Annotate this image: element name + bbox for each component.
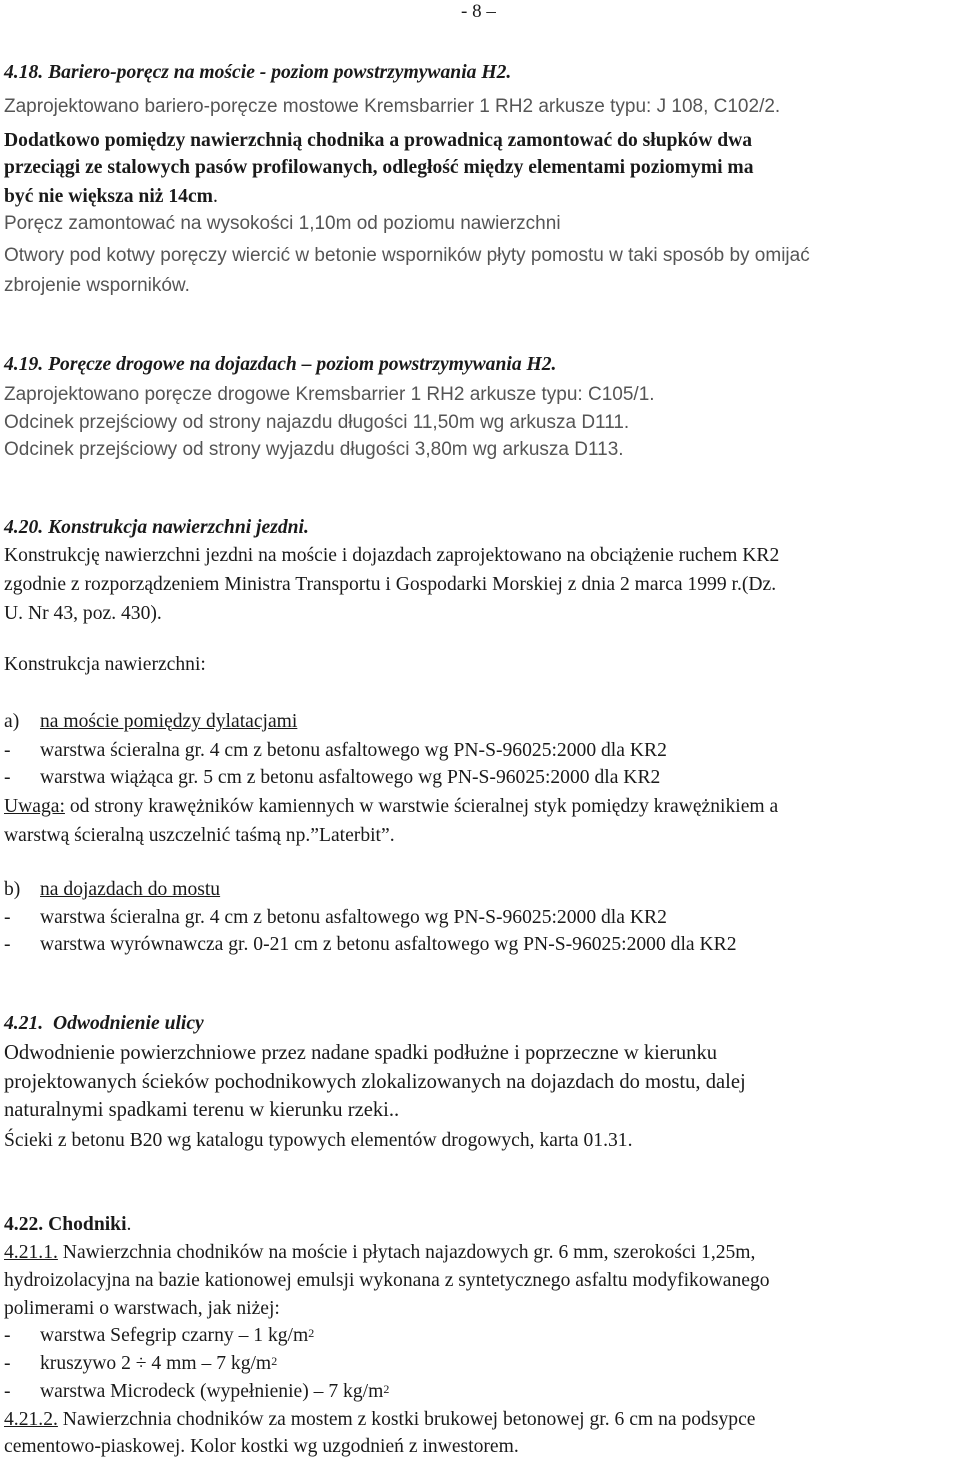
item-b-layer-1 xyxy=(4,905,667,931)
paragraph-4212-line-2: cementowo-piaskowej. Kolor kostki wg uzgodnień z inwestorem. xyxy=(4,1436,519,1457)
section-422-heading xyxy=(4,1212,131,1238)
section-420-heading: 4.20. Konstrukcja nawierzchni jezdni. xyxy=(4,517,309,538)
uwaga-line-2: warstwą ścieralną uszczelnić taśmą np.”Laterbit”. xyxy=(4,825,395,846)
sidewalk-layer-3-text: warstwa Microdeck (wypełnienie) – 7 kg/m xyxy=(40,1381,384,1402)
section-419-heading: 4.19. Poręcze drogowe na dojazdach – poziom powstrzymywania H2. xyxy=(4,354,557,375)
superscript: 2 xyxy=(308,1326,315,1340)
superscript: 2 xyxy=(271,1354,278,1368)
dash: - xyxy=(4,934,11,955)
sidewalk-layer-2-text: kruszywo 2 ÷ 4 mm – 7 kg/m xyxy=(40,1353,272,1374)
section-421-title: Odwodnienie ulicy xyxy=(52,1013,204,1034)
section-418-line-6: Otwory pod kotwy poręczy wiercić w betonie wsporników płyty pomostu w taki sposób by omijać xyxy=(4,245,810,266)
section-419-line-2: Odcinek przejściowy od strony najazdu długości 11,50m wg arkusza D111. xyxy=(4,412,630,433)
page-number: - 8 – xyxy=(461,1,496,22)
section-419-line-3: Odcinek przejściowy od strony wyjazdu długości 3,80m wg arkusza D113. xyxy=(4,439,624,460)
sidewalk-layer-1 xyxy=(4,1323,314,1349)
section-420-intro: Konstrukcja nawierzchni: xyxy=(4,654,206,675)
item-b-layer-1-text: warstwa ścieralna gr. 4 cm z betonu asfaltowego wg PN-S-96025:2000 dla KR2 xyxy=(40,907,667,928)
uwaga-text: od strony krawężników kamiennych w warstwie ścieralnej styk pomiędzy krawężnikiem a xyxy=(64,796,779,817)
item-a-layer-2 xyxy=(4,765,660,791)
paragraph-4211-line-3: polimerami o warstwach, jak niżej: xyxy=(4,1298,280,1319)
dash: - xyxy=(4,740,11,761)
item-b-heading xyxy=(4,877,220,903)
section-418-line-4-bold: być nie większa niż 14cm xyxy=(4,186,213,207)
section-421-line-3: naturalnymi spadkami terenu w kierunku rzeki.. xyxy=(4,1099,400,1121)
sidewalk-layer-1-text: warstwa Sefegrip czarny – 1 kg/m xyxy=(40,1325,309,1346)
uwaga-label: Uwaga: xyxy=(4,796,65,817)
section-421-heading xyxy=(4,1011,204,1037)
section-422-dot: . xyxy=(126,1214,132,1235)
section-419-line-1: Zaprojektowano poręcze drogowe Kremsbarrier 1 RH2 arkusze typu: C105/1. xyxy=(4,384,655,405)
item-a-title: na moście pomiędzy dylatacjami xyxy=(40,711,298,732)
item-b-label: b) xyxy=(4,879,21,900)
item-a-layer-1 xyxy=(4,738,667,764)
item-a-label: a) xyxy=(4,711,20,732)
paragraph-4212-number: 4.21.2. xyxy=(4,1409,58,1430)
section-418-line-5: Poręcz zamontować na wysokości 1,10m od poziomu nawierzchni xyxy=(4,213,561,234)
section-421-line-4: Ścieki z betonu B20 wg katalogu typowych elementów drogowych, karta 01.31. xyxy=(4,1130,633,1151)
paragraph-4212-line-1 xyxy=(4,1407,755,1433)
section-418-line-1: Zaprojektowano bariero-poręcze mostowe Kremsbarrier 1 RH2 arkusze typu: J 108, C102/2. xyxy=(4,96,781,117)
paragraph-4211-line-2: hydroizolacyjna na bazie kationowej emulsji wykonana z syntetycznego asfaltu modyfikowanego xyxy=(4,1270,770,1291)
section-420-line-2: zgodnie z rozporządzeniem Ministra Transportu i Gospodarki Morskiej z dnia 2 marca 1999 r.(Dz. xyxy=(4,574,777,595)
section-418-line-4-dot: . xyxy=(212,186,218,207)
section-418-line-7: zbrojenie wsporników. xyxy=(4,275,190,296)
section-420-line-3: U. Nr 43, poz. 430). xyxy=(4,603,162,624)
paragraph-4212-text: Nawierzchnia chodników za mostem z kostki brukowej betonowej gr. 6 cm na podsypce xyxy=(57,1409,756,1430)
section-418-line-3: przeciągi ze stalowych pasów profilowanych, odległość między elementami poziomymi ma xyxy=(4,157,754,178)
dash: - xyxy=(4,1353,11,1374)
uwaga-line-1 xyxy=(4,794,778,820)
section-421-line-1: Odwodnienie powierzchniowe przez nadane spadki podłużne i poprzeczne w kierunku xyxy=(4,1042,718,1064)
superscript: 2 xyxy=(383,1382,390,1396)
section-418-heading: 4.18. Bariero-poręcz na moście - poziom powstrzymywania H2. xyxy=(4,62,512,83)
section-422-title: 4.22. Chodniki xyxy=(4,1214,127,1235)
section-421-number: 4.21. xyxy=(4,1013,44,1034)
item-b-title: na dojazdach do mostu xyxy=(40,879,221,900)
dash: - xyxy=(4,767,11,788)
section-418-line-4 xyxy=(4,184,218,210)
section-420-line-1: Konstrukcję nawierzchni jezdni na moście i dojazdach zaprojektowano na obciążenie ruchem KR2 xyxy=(4,545,780,566)
section-418-line-2: Dodatkowo pomiędzy nawierzchnią chodnika a prowadnicą zamontować do słupków dwa xyxy=(4,130,753,151)
dash: - xyxy=(4,907,11,928)
paragraph-4211-text: Nawierzchnia chodników na moście i płytach najazdowych gr. 6 mm, szerokości 1,25m, xyxy=(57,1242,756,1263)
paragraph-4211-number: 4.21.1. xyxy=(4,1242,58,1263)
sidewalk-layer-3 xyxy=(4,1379,389,1405)
item-a-heading xyxy=(4,709,297,735)
item-a-layer-2-text: warstwa wiążąca gr. 5 cm z betonu asfaltowego wg PN-S-96025:2000 dla KR2 xyxy=(40,767,661,788)
sidewalk-layer-2 xyxy=(4,1351,277,1377)
paragraph-4211-line-1 xyxy=(4,1240,755,1266)
item-a-layer-1-text: warstwa ścieralna gr. 4 cm z betonu asfaltowego wg PN-S-96025:2000 dla KR2 xyxy=(40,740,667,761)
dash: - xyxy=(4,1325,11,1346)
item-b-layer-2-text: warstwa wyrównawcza gr. 0-21 cm z betonu asfaltowego wg PN-S-96025:2000 dla KR2 xyxy=(40,934,737,955)
dash: - xyxy=(4,1381,11,1402)
section-421-line-2: projektowanych ścieków pochodnikowych zlokalizowanych na dojazdach do mostu, dalej xyxy=(4,1071,746,1093)
item-b-layer-2 xyxy=(4,932,737,958)
